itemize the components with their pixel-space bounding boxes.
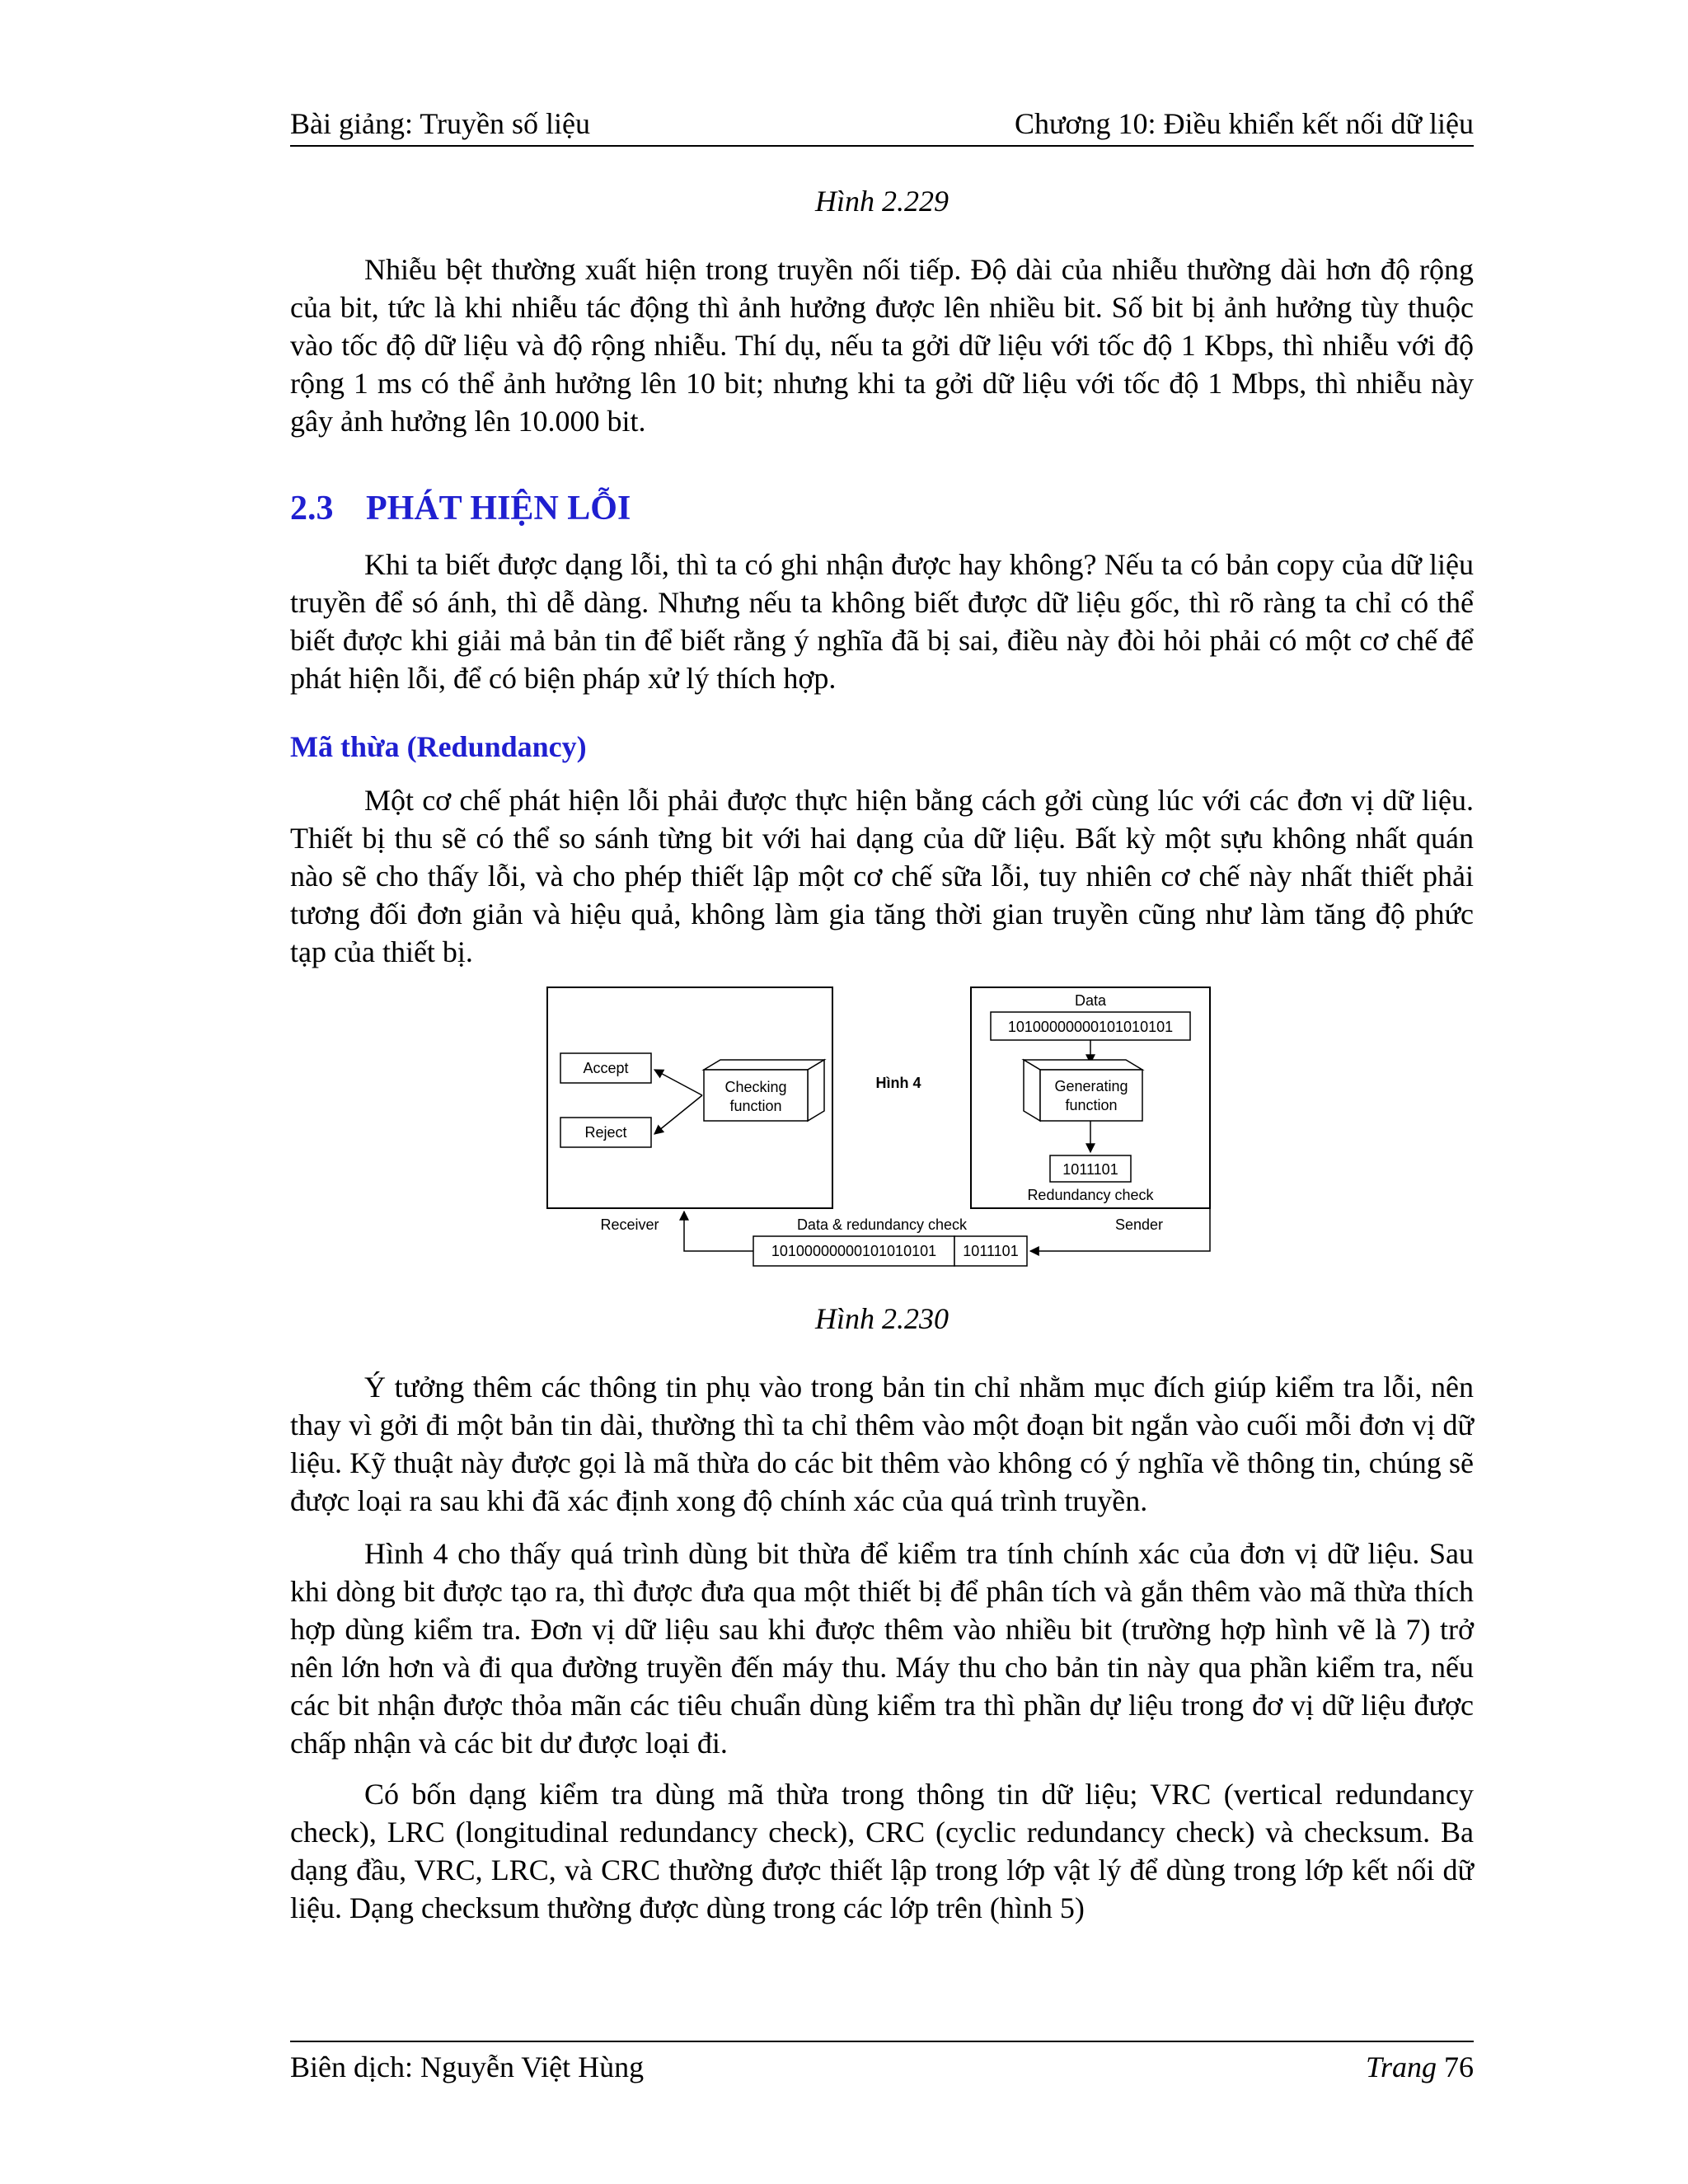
combined-label: Data & redundancy check	[796, 1216, 968, 1233]
combined-redundancy-bits: 1011101	[963, 1243, 1019, 1259]
redundancy-bits: 1011101	[1062, 1161, 1118, 1178]
paragraph-redundancy-idea: Ý tưởng thêm các thông tin phụ vào trong bản tin chỉ nhằm mục đích giúp kiểm tra lỗi, nên thay vì gởi đi một bản tin dài, thường thì ta chỉ thêm vào một đoạn bit ngắn vào cuối mỗi đơn vị dữ liệu. Kỹ thuật này được gọi là mã thừa do các bit thêm vào không có ý nghĩa về thông tin, chúng sẽ được loại ra sau khi đã xác định xong độ chính xác của quá trình truyền.	[290, 1371, 1474, 1517]
data-bits: 10100000000101010101	[1007, 1019, 1174, 1035]
page-header	[290, 105, 1474, 147]
section-title-text: PHÁT HIỆN LỖI	[366, 490, 631, 527]
header-chapter-title: Chương 10: Điều khiển kết nối dữ liệu	[1015, 107, 1474, 140]
receiver-label: Receiver	[600, 1216, 659, 1233]
footer-page	[1366, 2049, 1474, 2085]
figure-caption-230: Hình 2.230	[815, 1302, 949, 1335]
checking-box-side	[808, 1060, 824, 1121]
paragraph-burst-noise: Nhiễu bệt thường xuất hiện trong truyền nối tiếp. Độ dài của nhiễu thường dài hơn độ rộng của bit, tức là khi nhiễu tác động thì ảnh hưởng được lên nhiều bit. Số bit bị ảnh hưởng tùy thuộc vào tốc độ dữ liệu và độ rộng nhiễu. Thí dụ, nếu ta gởi dữ liệu với tốc độ 1 Kbps, thì nhiễu với độ rộng 1 ms có thể ảnh hưởng lên 10 bit; nhưng khi ta gởi dữ liệu với tốc độ 1 Mbps, thì nhiễu này gây ảnh hưởng lên 10.000 bit.	[290, 253, 1474, 438]
redundancy-diagram	[541, 981, 1217, 1286]
accept-label: Accept	[583, 1060, 629, 1076]
figure-caption-229: Hình 2.229	[815, 185, 949, 218]
footer-page-number: 76	[1444, 2050, 1474, 2083]
header-course-title: Bài giảng: Truyền số liệu	[290, 107, 591, 140]
paragraph-redundancy-mechanism: Một cơ chế phát hiện lỗi phải được thực hiện bằng cách gởi cùng lúc với các đơn vị dữ liệu. Thiết bị thu sẽ có thể so sánh từng bit với hai dạng của dữ liệu. Bất kỳ một sựu không nhất quán nào sẽ cho thấy lỗi, và cho phép thiết lập một cơ chế sữa lỗi, tuy nhiên cơ chế này nhất thiết phải tương đối đơn giản và hiệu quả, không làm gia tăng thời gian truyền cũng như làm tăng độ phức tạp của thiết bị.	[290, 784, 1474, 968]
footer-page-label: Trang	[1365, 2050, 1437, 2083]
footer-translator: Biên dịch: Nguyễn Việt Hùng	[290, 2050, 645, 2083]
paragraph-figure-explanation: Hình 4 cho thấy quá trình dùng bit thừa để kiểm tra tính chính xác của đơn vị dữ liệu. Sau khi dòng bit được tạo ra, thì được đưa qua một thiết bị để phân tích và gắn thêm vào mã thừa thích hợp dùng kiểm tra. Đơn vị dữ liệu sau khi được thêm vào nhiều bit (trường hợp hình vẽ là 7) trở nên lớn hơn và đi qua đường truyền đến máy thu. Máy thu cho bản tin này qua phần kiểm tra, nếu các bit nhận được thỏa mãn các tiêu chuẩn dùng kiểm tra thì phần dự liệu trong đơ vị dữ liệu được chấp nhận và các bit dư được loại đi.	[290, 1537, 1474, 1760]
combined-data-bits: 10100000000101010101	[771, 1243, 937, 1259]
checking-line2: function	[729, 1098, 782, 1114]
generating-line2: function	[1065, 1097, 1118, 1113]
generating-line1: Generating	[1054, 1078, 1128, 1094]
checking-box-top	[704, 1060, 824, 1070]
generating-box-top	[1024, 1060, 1142, 1070]
reject-label: Reject	[584, 1124, 627, 1141]
redundancy-label: Redundancy check	[1027, 1187, 1154, 1203]
data-label: Data	[1074, 992, 1107, 1009]
paragraph-error-detection-intro: Khi ta biết được dạng lỗi, thì ta có ghi nhận được hay không? Nếu ta có bản copy của dữ liệu truyền để só ánh, thì dễ dàng. Nhưng nếu ta không biết được dữ liệu gốc, thì rõ ràng ta chỉ có thể biết được khi giải mả bản tin để biết rằng ý nghĩa đã bị sai, điều này đòi hỏi phải có một cơ chế để phát hiện lỗi, để có biện pháp xử lý thích hợp.	[290, 548, 1474, 695]
section-heading	[290, 486, 631, 531]
diagram-figure-label: Hình 4	[875, 1075, 921, 1091]
generating-box-side	[1024, 1060, 1040, 1121]
page-footer	[290, 2041, 1474, 2088]
section-number: 2.3	[290, 490, 334, 527]
subheading-redundancy: Mã thừa (Redundancy)	[290, 730, 587, 763]
checking-line1: Checking	[724, 1079, 787, 1095]
paragraph-check-types: Có bốn dạng kiểm tra dùng mã thừa trong thông tin dữ liệu; VRC (vertical redundancy check), LRC (longitudinal redundancy check), CRC (cyclic redundancy check) và checksum. Ba dạng đầu, VRC, LRC, và CRC thường được thiết lập trong lớp vật lý để dùng trong lớp kết nối dữ liệu. Dạng checksum thường được dùng trong các lớp trên (hình 5)	[290, 1778, 1474, 1924]
sender-label: Sender	[1114, 1216, 1164, 1233]
